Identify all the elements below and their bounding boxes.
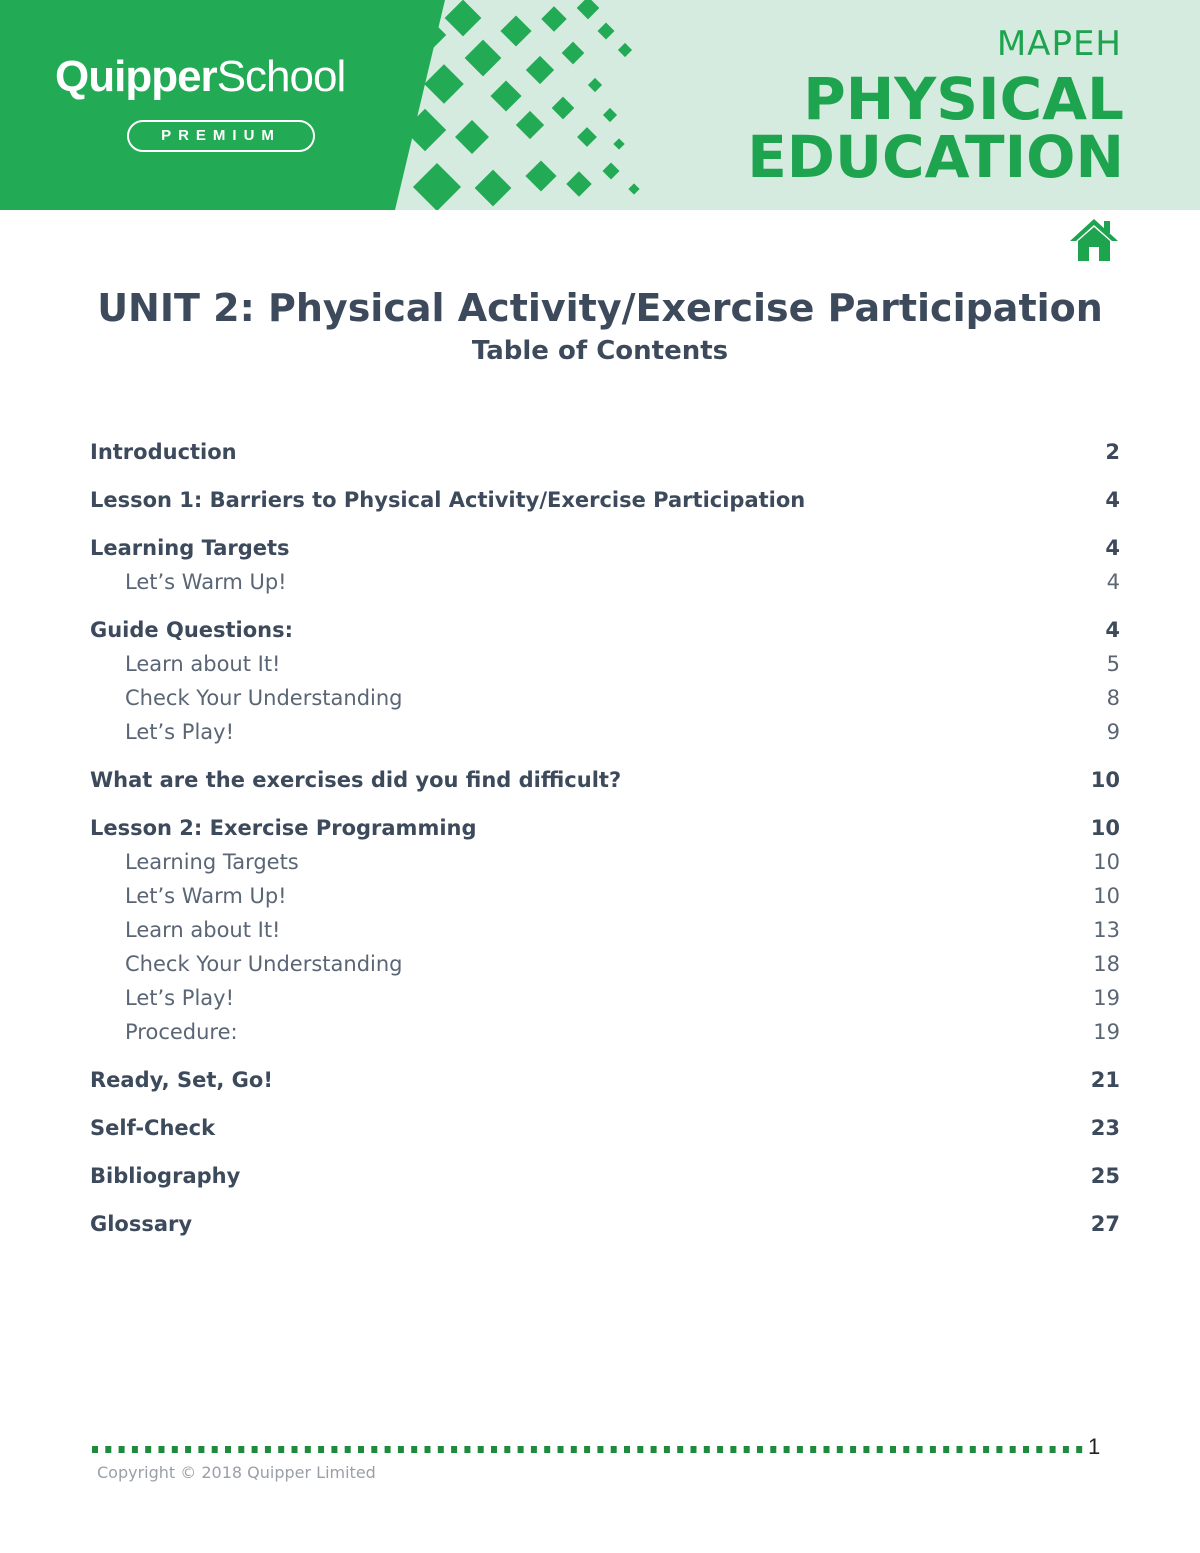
toc-entry[interactable] bbox=[90, 850, 1120, 882]
toc-entry-label: Let’s Warm Up! bbox=[125, 570, 287, 594]
toc-entry-page: 27 bbox=[1090, 1212, 1120, 1236]
toc-entry-page: 10 bbox=[1090, 816, 1120, 840]
subject-title-line2: EDUCATION bbox=[747, 123, 1124, 191]
toc-entry[interactable] bbox=[90, 1068, 1120, 1100]
toc-entry-page: 8 bbox=[1106, 686, 1120, 710]
toc-entry-page: 25 bbox=[1090, 1164, 1120, 1188]
toc-entry-page: 13 bbox=[1093, 918, 1120, 942]
toc-entry[interactable] bbox=[90, 918, 1120, 950]
footer-dotted-line bbox=[90, 1444, 1085, 1456]
toc-entry[interactable] bbox=[90, 952, 1120, 984]
toc-entry-label: Let’s Play! bbox=[125, 720, 234, 744]
toc-entry-label: Learning Targets bbox=[90, 536, 290, 560]
toc-entry[interactable] bbox=[90, 1020, 1120, 1052]
quipper-school-logo: QuipperSchool bbox=[55, 52, 346, 101]
toc-entry-label: Lesson 1: Barriers to Physical Activity/Exercise Participation bbox=[90, 488, 806, 512]
toc-entry-label: Lesson 2: Exercise Programming bbox=[90, 816, 477, 840]
toc-entry-label: Bibliography bbox=[90, 1164, 241, 1188]
toc-entry[interactable] bbox=[90, 536, 1120, 568]
subject-title-line1: PHYSICAL bbox=[803, 65, 1124, 133]
toc-entry-page: 4 bbox=[1105, 618, 1120, 642]
toc-entry-page: 4 bbox=[1105, 488, 1120, 512]
toc-entry-label: What are the exercises did you find difficult? bbox=[90, 768, 622, 792]
toc-entry-page: 19 bbox=[1093, 986, 1120, 1010]
toc-entry[interactable] bbox=[90, 686, 1120, 718]
toc-entry-label: Introduction bbox=[90, 440, 237, 464]
copyright-text: Copyright © 2018 Quipper Limited bbox=[97, 1463, 376, 1482]
header-banner bbox=[0, 0, 1200, 210]
toc-entry-label: Procedure: bbox=[125, 1020, 238, 1044]
toc-entry-page: 19 bbox=[1093, 1020, 1120, 1044]
toc-entry-label: Guide Questions: bbox=[90, 618, 294, 642]
toc-entry[interactable] bbox=[90, 884, 1120, 916]
toc-entry-page: 21 bbox=[1090, 1068, 1120, 1092]
toc-entry[interactable] bbox=[90, 1164, 1120, 1196]
toc-entry[interactable] bbox=[90, 768, 1120, 800]
toc-entry[interactable] bbox=[90, 986, 1120, 1018]
toc-entry[interactable] bbox=[90, 816, 1120, 848]
toc-entry[interactable] bbox=[90, 440, 1120, 472]
toc-entry-label: Let’s Play! bbox=[125, 986, 234, 1010]
toc-entry-label: Learning Targets bbox=[125, 850, 299, 874]
toc-entry-page: 4 bbox=[1106, 570, 1120, 594]
toc-entry[interactable] bbox=[90, 652, 1120, 684]
toc-entry-label: Ready, Set, Go! bbox=[90, 1068, 273, 1092]
toc-entry-label: Learn about It! bbox=[125, 918, 281, 942]
toc-entry-page: 23 bbox=[1090, 1116, 1120, 1140]
toc-entry[interactable] bbox=[90, 618, 1120, 650]
toc-entry-label: Glossary bbox=[90, 1212, 193, 1236]
toc-entry[interactable] bbox=[90, 1212, 1120, 1244]
toc-entry-page: 9 bbox=[1106, 720, 1120, 744]
toc-entry-page: 10 bbox=[1093, 850, 1120, 874]
toc-entry-label: Check Your Understanding bbox=[125, 952, 403, 976]
home-icon[interactable] bbox=[1068, 217, 1120, 263]
toc-entry-page: 2 bbox=[1105, 440, 1120, 464]
toc-entry-page: 10 bbox=[1093, 884, 1120, 908]
toc-entry[interactable] bbox=[90, 488, 1120, 520]
toc-entry-page: 5 bbox=[1106, 652, 1120, 676]
toc-entry[interactable] bbox=[90, 570, 1120, 602]
toc-entry-page: 10 bbox=[1090, 768, 1120, 792]
toc-entry-label: Self-Check bbox=[90, 1116, 216, 1140]
toc-entry-label: Learn about It! bbox=[125, 652, 281, 676]
premium-badge: PREMIUM bbox=[127, 120, 315, 152]
toc-entry[interactable] bbox=[90, 1116, 1120, 1148]
toc-entry[interactable] bbox=[90, 720, 1120, 752]
toc-entry-page: 4 bbox=[1105, 536, 1120, 560]
toc-title: Table of Contents bbox=[471, 336, 729, 366]
unit-title: UNIT 2: Physical Activity/Exercise Participation bbox=[97, 286, 1103, 330]
page-number: 1 bbox=[1088, 1434, 1101, 1459]
toc-entry-label: Check Your Understanding bbox=[125, 686, 403, 710]
toc-entry-label: Let’s Warm Up! bbox=[125, 884, 287, 908]
subject-category: MAPEH bbox=[996, 24, 1122, 64]
toc-entry-page: 18 bbox=[1093, 952, 1120, 976]
